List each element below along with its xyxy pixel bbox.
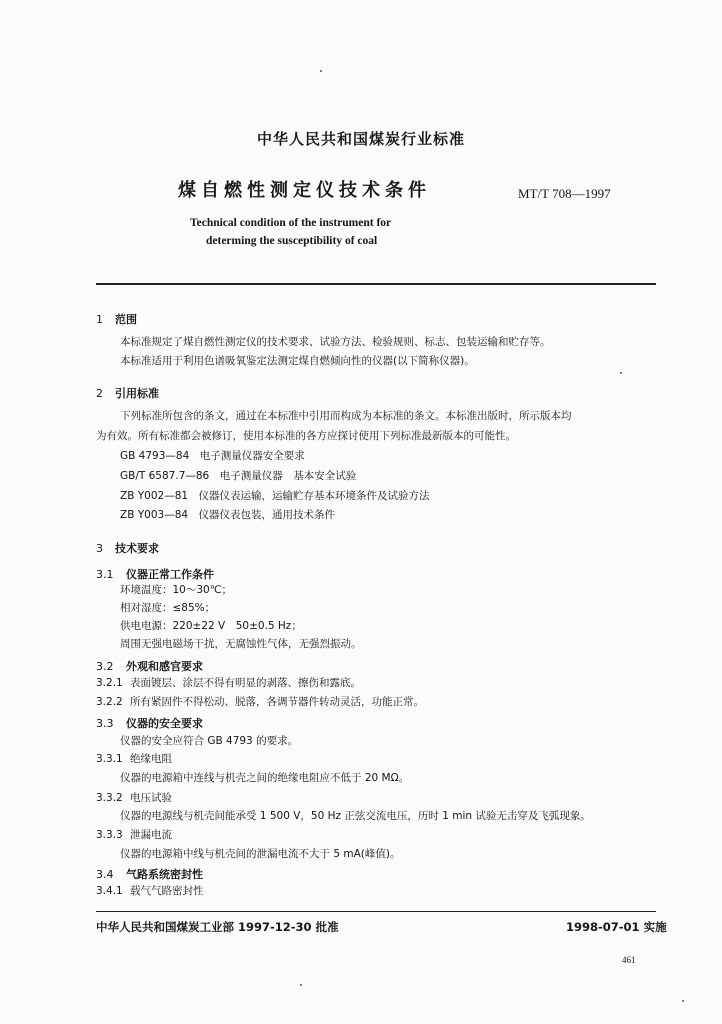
section-1-para-2: 本标准适用于利用色谱吸氧鉴定法测定煤自燃倾向性的仪器(以下简称仪器)。 — [120, 355, 475, 367]
condition-environment: 周围无强电磁场干扰，无腐蚀性气体，无强烈振动。 — [120, 638, 362, 650]
section-3-3-2-heading: 3.3.2 电压试验 — [96, 792, 172, 804]
header-divider — [96, 283, 656, 285]
section-3-3-3-heading: 3.3.3 泄漏电流 — [96, 829, 172, 841]
condition-temperature: 环境温度：10～30℃； — [120, 584, 233, 596]
section-3-2-2: 3.2.2 所有紧固件不得松动、脱落，各调节器件转动灵活，功能正常。 — [96, 696, 424, 708]
standard-title: 煤自燃性测定仪技术条件 — [178, 180, 431, 201]
section-3-3-2-para: 仪器的电源线与机壳间能承受 1 500 V，50 Hz 正弦交流电压，历时 1 min 试验无击穿及飞弧现象。 — [120, 810, 591, 822]
standard-code: MT/T 708—1997 — [518, 186, 611, 201]
reference-item: ZB Y003—84 仪器仪表包装，通用技术条件 — [120, 509, 336, 521]
scan-speck — [682, 1000, 684, 1002]
approval-line: 中华人民共和国煤炭工业部 1997-12-30 批准 — [96, 920, 339, 934]
section-3-1-heading: 3.1 仪器正常工作条件 — [96, 568, 214, 581]
section-3-2-1: 3.2.1 表面镀层、涂层不得有明显的剥落、擦伤和露底。 — [96, 677, 361, 689]
section-3-3-para: 仪器的安全应符合 GB 4793 的要求。 — [120, 735, 299, 747]
english-title-line-1: Technical condition of the instrument for — [190, 217, 392, 229]
effective-date: 1998-07-01 实施 — [566, 920, 667, 934]
scan-speck — [620, 372, 622, 374]
english-title-line-2: determing the susceptibility of coal — [206, 235, 378, 247]
reference-item: ZB Y002—81 仪器仪表运输，运输贮存基本环境条件及试验方法 — [120, 490, 430, 502]
reference-item: GB 4793—84 电子测量仪器安全要求 — [120, 450, 305, 462]
page-number: 461 — [622, 955, 636, 965]
issuing-body: 中华人民共和国煤炭行业标准 — [256, 130, 465, 148]
scan-speck — [300, 984, 302, 986]
section-2-para-line-1: 下列标准所包含的条文，通过在本标准中引用而构成为本标准的条文。本标准出版时，所示版本均 — [120, 410, 572, 422]
reference-item: GB/T 6587.7—86 电子测量仪器 基本安全试验 — [120, 470, 357, 482]
section-2-para-line-2: 为有效。所有标准都会被修订，使用本标准的各方应探讨使用下列标准最新版本的可能性。 — [96, 430, 516, 442]
section-3-2-heading: 3.2 外观和感官要求 — [96, 660, 203, 673]
section-2-heading: 2 引用标准 — [96, 387, 159, 400]
section-3-4-heading: 3.4 气路系统密封性 — [96, 868, 203, 881]
section-1-para-1: 本标准规定了煤自燃性测定仪的技术要求、试验方法、检验规则、标志、包装运输和贮存等。 — [120, 336, 551, 348]
section-3-3-1-para: 仪器的电源箱中连线与机壳之间的绝缘电阻应不低于 20 MΩ。 — [120, 772, 410, 784]
condition-power: 供电电源：220±22 V 50±0.5 Hz； — [120, 620, 302, 632]
footer-divider — [96, 911, 656, 912]
section-3-3-heading: 3.3 仪器的安全要求 — [96, 717, 203, 730]
section-3-3-3-para: 仪器的电源箱中线与机壳间的泄漏电流不大于 5 mA(峰值)。 — [120, 848, 401, 860]
condition-humidity: 相对湿度：≤85%； — [120, 602, 216, 614]
section-3-3-1-heading: 3.3.1 绝缘电阻 — [96, 753, 172, 765]
scan-speck — [320, 70, 322, 72]
section-3-4-1-heading: 3.4.1 载气气路密封性 — [96, 885, 204, 897]
section-1-heading: 1 范围 — [96, 313, 137, 326]
section-3-heading: 3 技术要求 — [96, 542, 159, 555]
